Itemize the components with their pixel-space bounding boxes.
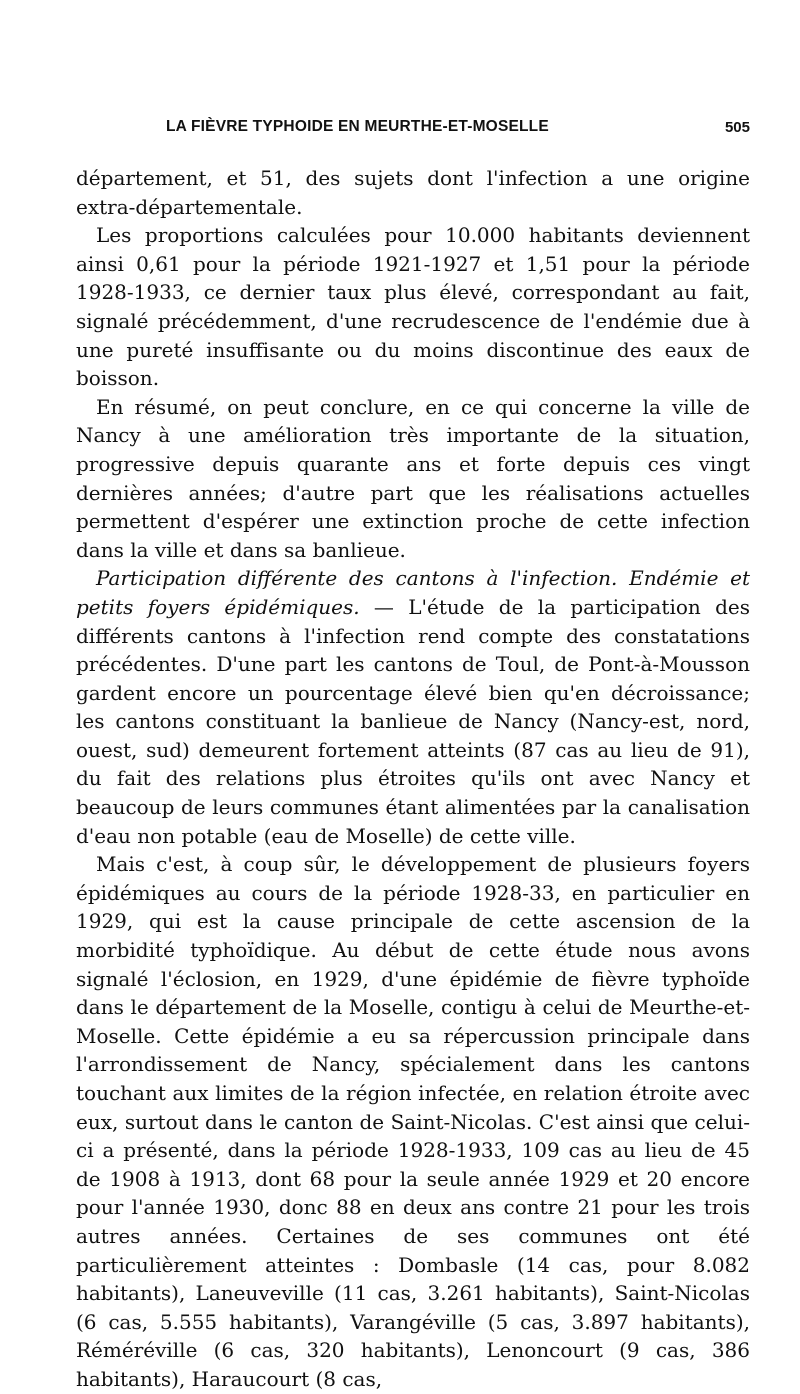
body-text — [76, 164, 750, 1394]
paragraph-1: département, et 51, des sujets dont l'infection a une origine extra-départementale. — [76, 166, 750, 219]
paragraph-2: Les proportions calculées pour 10.000 habitants deviennent ainsi 0,61 pour la période 1921-1927 et 1,51 pour la période 1928-1933, ce dernier taux plus élevé, correspondant au fait, signalé précédemment, d'une recrudescence de l'endémie due à une pureté insuffisante ou du moins discontinue des eaux de boisson. — [76, 223, 750, 391]
paragraph-4 — [76, 564, 750, 850]
running-header — [76, 118, 750, 144]
page-number: 505 — [724, 119, 750, 136]
document-page — [76, 118, 750, 1394]
paragraph-3: En résumé, on peut conclure, en ce qui concerne la ville de Nancy à une amélioration très importante de la situation, progressive depuis quarante ans et forte depuis ces vingt dernières années; d'autre part que les réalisations actuelles permettent d'espérer une extinction proche de cette infection dans la ville et dans sa banlieue. — [76, 394, 750, 562]
running-title: LA FIÈVRE TYPHOIDE EN MEURTHE-ET-MOSELLE — [166, 118, 549, 135]
section-heading: Participation différente des cantons à l'infection. Endémie et petits foyers épidémiques. — [76, 566, 750, 619]
paragraph-4-text: — L'étude de la participation des différents cantons à l'infection rend compte des constatations précédentes. D'une part les cantons de Toul, de Pont-à-Mousson gardent encore un pourcentage élevé bien qu'en décroissance; les cantons constituant la banlieue de Nancy (Nancy-est, nord, ouest, sud) demeurent fortement atteints (87 cas au lieu de 91), du fait des relations plus étroites qu'ils ont avec Nancy et beaucoup de leurs communes étant alimentées par la canalisation d'eau non potable (eau de Moselle) de cette ville. — [76, 594, 750, 848]
paragraph-5: Mais c'est, à coup sûr, le développement de plusieurs foyers épidémiques au cours de la période 1928-33, en particulier en 1929, qui est la cause principale de cette ascension de la morbidité typhoïdique. Au début de cette étude nous avons signalé l'éclosion, en 1929, d'une épidémie de fièvre typhoïde dans le département de la Moselle, contigu à celui de Meurthe-et-Moselle. Cette épidémie a eu sa répercussion principale dans l'arrondissement de Nancy, spécialement dans les cantons touchant aux limites de la région infectée, en relation étroite avec eux, surtout dans le canton de Saint-Nicolas. C'est ainsi que celui-ci a présenté, dans la période 1928-1933, 109 cas au lieu de 45 de 1908 à 1913, dont 68 pour la seule année 1929 et 20 encore pour l'année 1930, donc 88 en deux ans contre 21 pour les trois autres années. Certaines de ses communes ont été particulièrement atteintes : Dombasle (14 cas, pour 8.082 habitants), Laneuveville (11 cas, 3.261 habitants), Saint-Nicolas (6 cas, 5.555 habitants), Varangéville (5 cas, 3.897 habitants), Réméréville (6 cas, 320 habitants), Lenoncourt (9 cas, 386 habitants), Haraucourt (8 cas, — [76, 852, 750, 1391]
